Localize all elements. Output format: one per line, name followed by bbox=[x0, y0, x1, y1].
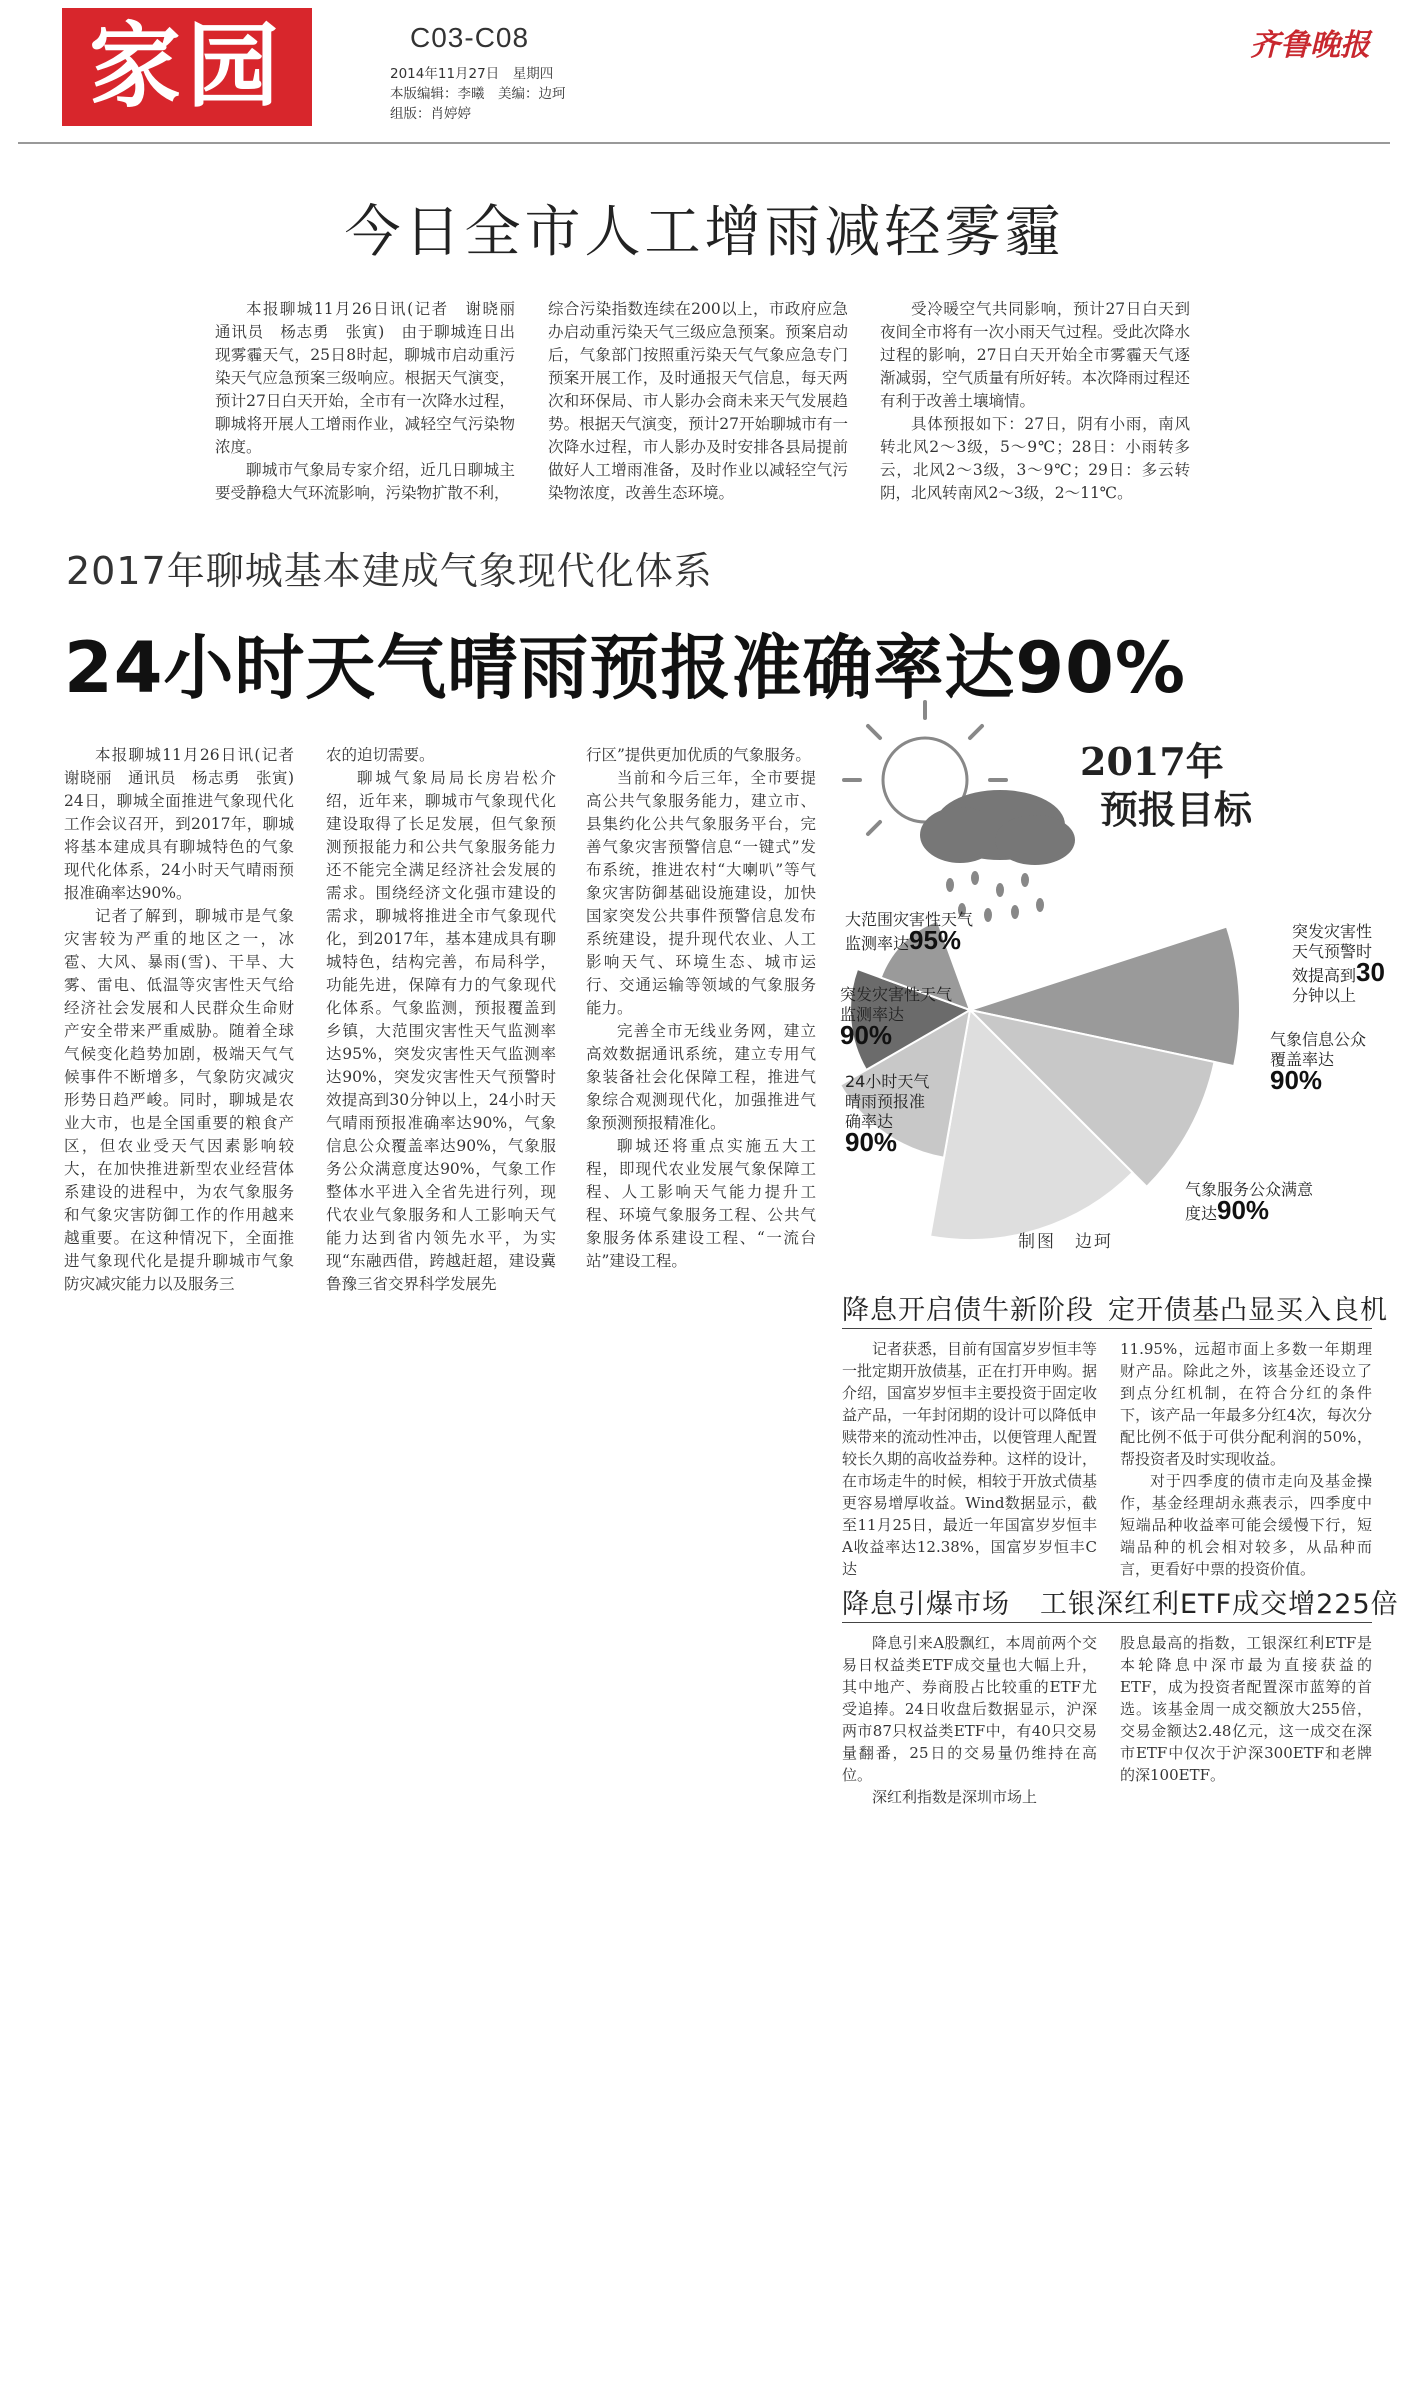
article4-headline-part1: 降息引爆市场 bbox=[842, 1589, 1010, 1620]
paragraph: 记者获悉，目前有国富岁岁恒丰等一批定期开放债基，正在打开申购。据介绍，国富岁岁恒丰主要投资于固定收益产品，一年封闭期的设计可以降低申赎带来的流动性冲击，以便管理人配置较长久期的高收益券种。这样的设计，在市场走牛的时候，相较于开放式债基更容易增厚收益。Wind数据显示，截至11月25日，最近一年国富岁岁恒丰A收益率达12.38%，国富岁岁恒丰C达 bbox=[842, 1340, 1098, 1578]
paragraph: 记者了解到，聊城市是气象灾害较为严重的地区之一，冰雹、大风、暴雨(雪)、干旱、大雾、雷电、低温等灾害性天气给经济社会发展和人民群众生命财产安全带来严重威胁。随着全球气候变化趋势加剧，极端天气气候事件不断增多，气象防灾减灾形势日趋严峻。同时，聊城是农业大市，也是全国重要的粮食产区，但农业受天气因素影响较大，在加快推进新型农业经营体系建设的进程中，为农气象服务和气象灾害防御工作的作用越来越重要。在这种情况下，全面推进气象现代化是提升聊城市气象防灾减灾能力以及服务三 bbox=[64, 907, 294, 1293]
slice-label-24h-accuracy: 24小时天气晴雨预报准确率达90% bbox=[845, 1072, 930, 1157]
paragraph: 11.95%，远超市面上多数一年期理财产品。除此之外，该基金还设立了到点分红机制，在符合分红的条件下，该产品一年最多分红4次，每次分配比例不低于可供分配利润的50%，帮投资者及时实现收益。 bbox=[1120, 1340, 1372, 1468]
header-divider bbox=[18, 142, 1390, 144]
article3-headline-part2: 定开债基凸显买入良机 bbox=[1108, 1295, 1388, 1326]
article4-column-2 bbox=[1120, 1632, 1372, 1786]
article4-column-1 bbox=[842, 1632, 1097, 1808]
layout-credit: 组版：肖婷婷 bbox=[390, 106, 471, 122]
article2-column-1 bbox=[64, 744, 310, 1296]
article2-kicker: 2017年聊城基本建成气象现代化体系 bbox=[66, 549, 713, 593]
article1-headline: 今日全市人工增雨减轻雾霾 bbox=[344, 200, 1065, 265]
paragraph: 对于四季度的债市走向及基金操作，基金经理胡永燕表示，四季度中短端品种收益率可能会缓慢下行，短端品种的机会相对较多，从品种而言，更看好中票的投资价值。 bbox=[1120, 1472, 1372, 1578]
paragraph: 具体预报如下：27日，阴有小雨，南风转北风2～3级，5～9℃；28日：小雨转多云，北风2～3级，3～9℃；29日：多云转阴，北风转南风2～3级，2～11℃。 bbox=[880, 415, 1190, 502]
paragraph: 本报聊城11月26日讯(记者 谢晓丽 通讯员 杨志勇 张寅) 由于聊城连日出现雾霾天气，25日8时起，聊城市启动重污染天气应急预案三级响应。根据天气演变，预计27日白天开始，全市有一次降水过程，聊城将开展人工增雨作业，减轻空气污染物浓度。 bbox=[215, 300, 531, 456]
paragraph: 聊城气象局局长房岩松介绍，近年来，聊城市气象现代化建设取得了长足发展，但气象预测预报能力和公共气象服务能力还不能完全满足经济社会发展的需求。围绕经济文化强市建设的需求，聊城将推进全市气象现代化，到2017年，基本建成具有聊城特色，结构完善，布局科学，功能先进，保障有力的气象现代化体系。气象监测，预报覆盖到乡镇，大范围灾害性天气监测率达95%，突发灾害性天气监测率达90%，突发灾害性天气预警时效提高到30分钟以上，24小时天气晴雨预报准确率达90%，气象信息公众覆盖率达90%，气象服务公众满意度达90%，气象工作整体水平进入全省先进行列，现代农业气象服务和人工影响天气能力达到省内领先水平，为实现“东融西借，跨越赶超，建设冀鲁豫三省交界科学发展先 bbox=[326, 769, 556, 1293]
graphic-credit: 制图 边珂 bbox=[1018, 1232, 1113, 1252]
paper-logo: 齐鲁晚报 bbox=[1250, 28, 1370, 63]
infographic-title: 预报目标 bbox=[1100, 788, 1253, 832]
paragraph: 行区”提供更加优质的气象服务。 bbox=[586, 746, 811, 764]
article3-column-1 bbox=[842, 1338, 1097, 1580]
paragraph: 综合污染指数连续在200以上，市政府应急办启动重污染天气三级应急预案。预案启动后，气象部门按照重污染天气气象应急专门预案开展工作，及时通报天气信息，每天两次和环保局、市人影办会商未来天气发展趋势。根据天气演变，预计27开始聊城市有一次降水过程，市人影办及时安排各县局提前做好人工增雨准备，及时作业以减轻空气污染物浓度，改善生态环境。 bbox=[548, 300, 848, 502]
editors: 本版编辑：李曦 美编：边珂 bbox=[390, 86, 566, 102]
article1-column-1 bbox=[215, 298, 531, 505]
slice-label-warning-time: 突发灾害性天气预警时效提高到30分钟以上 bbox=[1292, 922, 1385, 1005]
paragraph: 完善全市无线业务网，建立高效数据通讯系统，建立专用气象装备社会化保障工程，推进气象综合观测现代化，加强推进气象预测预报精准化。 bbox=[586, 1022, 816, 1132]
headline-rule bbox=[842, 1328, 1372, 1329]
issue-date: 2014年11月27日 星期四 bbox=[390, 66, 554, 82]
slice-label-satisfaction: 气象服务公众满意度达90% bbox=[1185, 1180, 1314, 1225]
article3-headline-part1: 降息开启债牛新阶段 bbox=[842, 1295, 1094, 1326]
paragraph: 受冷暖空气共同影响，预计27日白天到夜间全市将有一次小雨天气过程。受此次降水过程的影响，27日白天开始全市雾霾天气逐渐减弱，空气质量有所好转。本次降雨过程还有利于改善土壤墒情。 bbox=[880, 300, 1191, 410]
page-range: C03-C08 bbox=[410, 22, 530, 53]
article2-headline: 24小时天气晴雨预报准确率达90% bbox=[64, 627, 1186, 709]
paragraph: 农的迫切需要。 bbox=[326, 746, 435, 764]
paragraph: 当前和今后三年，全市要提高公共气象服务能力，建立市、县集约化公共气象服务平台，完善气象灾害预警信息“一键式”发布系统，推进农村“大喇叭”等气象灾害防御基础设施建设，加快国家突发公共事件预警信息发布系统建设，提升现代农业、人工影响天气、环境生态、城市运行、交通运输等领域的气象服务能力。 bbox=[586, 769, 816, 1017]
slice-label-info-coverage: 气象信息公众覆盖率达 90% bbox=[1270, 1030, 1367, 1095]
slice-label-large-scale: 大范围灾害性天气监测率达95% bbox=[845, 910, 974, 955]
article4-headline-part2: 工银深红利ETF成交增225倍 bbox=[1040, 1589, 1399, 1620]
article3-column-2 bbox=[1120, 1338, 1372, 1580]
forecast-goals-infographic bbox=[830, 700, 1390, 1260]
article1-column-3 bbox=[880, 298, 1190, 505]
paragraph: 本报聊城11月26日讯(记者 谢晓丽 通讯员 杨志勇 张寅) 24日，聊城全面推进气象现代化工作会议召开，到2017年，聊城将基本建成具有聊城特色的气象现代化体系，24小时天气晴雨预报准确率达90%。 bbox=[64, 746, 310, 902]
paragraph: 聊城市气象局专家介绍，近几日聊城主要受静稳大气环流影响，污染物扩散不利， bbox=[215, 461, 515, 502]
slice-label-sudden-monitoring: 突发灾害性天气监测率达 90% bbox=[840, 985, 953, 1050]
paragraph: 聊城还将重点实施五大工程，即现代农业发展气象保障工程、人工影响天气能力提升工程、环境气象服务工程、公共气象服务体系建设工程、“一流台站”建设工程。 bbox=[586, 1137, 816, 1270]
article1-column-2 bbox=[548, 298, 848, 505]
article2-column-2 bbox=[326, 744, 556, 1296]
infographic-title-year: 2017年 bbox=[1080, 739, 1224, 784]
paragraph: 股息最高的指数，工银深红利ETF是本轮降息中深市最为直接获益的ETF，成为投资者配置深市蓝筹的首选。该基金周一成交额放大255倍，交易金额达2.48亿元，这一成交在深市ETF中仅次于沪深300ETF和老牌的深100ETF。 bbox=[1120, 1634, 1372, 1784]
paragraph: 降息引来A股飘红，本周前两个交易日权益类ETF成交量也大幅上升，其中地产、券商股占比较重的ETF尤受追捧。24日收盘后数据显示，沪深两市87只权益类ETF中，有40只交易量翻番，25日的交易量仍维持在高位。 bbox=[842, 1634, 1097, 1784]
section-logo: 家园 bbox=[62, 8, 312, 126]
article2-column-3 bbox=[586, 744, 816, 1273]
paragraph: 深红利指数是深圳市场上 bbox=[872, 1788, 1038, 1806]
headline-rule bbox=[842, 1622, 1372, 1623]
